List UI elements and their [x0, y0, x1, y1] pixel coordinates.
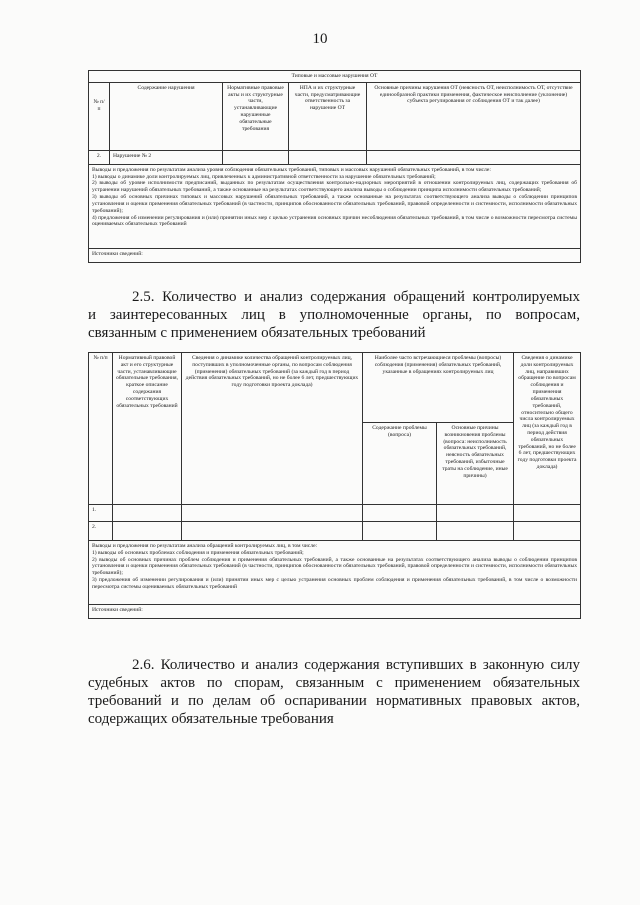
col-header-num: № п/п	[89, 82, 110, 150]
page-number: 10	[312, 31, 328, 47]
row-causes	[367, 150, 581, 164]
col-header-norms: Нормативные правовые акты и их структурные части, устанавливающие нарушенные обязательные требования	[223, 82, 289, 150]
violations-table-title: Типовые и массовые нарушения ОТ	[89, 71, 581, 83]
row-content: Нарушение № 2	[110, 150, 223, 164]
col-header-norms: Нормативный правовой акт и его структурные части, устанавливающие обязательные требования, краткое описание содержания соответствующих обязательных требований	[113, 353, 182, 505]
conclusions-block: Выводы и предложения по результатам анализа обращений контролируемых лиц, в том числе: 1) выводы об основных проблемах соблюдения и применения обязательных требований; 2) выводы об основных причинах проблем соблюдения и применения обязательных требований, а также основанные на результатах соответствующего анализа выводы о соблюдении принципов установления и оценки применения обязательных требований (в частности, принципов обоснованности обязательных требований, правовой определенности и системности, исполнимости обязательных требований); 3) предложения об изменении регулирования и (или) принятии иных мер с целью устранения основных проблем соблюдения и применения обязательных требований, в том числе о возможности пересмотра системы оцениваемых обязательных требований	[89, 541, 581, 605]
row-num: 1.	[89, 505, 113, 522]
conclusions-block: Выводы и предложения по результатам анализа уровня соблюдения обязательных требований, типовых и массовых нарушений обязательных требований, в том числе: 1) выводы о динамике доли контролируемых лиц, привлеченных к административной ответственности за нарушение обязательных требований; 2) выводы об уровне исполнимости предписаний, выданных по результатам осуществления контрольно-надзорных мероприятий в отношении контролируемых лиц, содержащих требования об устранении нарушений обязательных требований, а также основанные на результатах соответствующего анализа выводы о соблюдении принципа исполнимости обязательных требований; 3) выводы об основных причинах типовых и массовых нарушений обязательных требований, а также основанные на результатах соответствующего анализа выводы о соблюдении принципов установления и оценки применения обязательных требований (в частности, принципов обоснованности обязательных требований, правовой определенности и системности, исполнимости обязательных требований); 4) предложения об изменении регулирования и (или) принятии иных мер с целью устранения основных причин несоблюдения обязательных требований, в том числе о возможности пересмотра системы оцениваемых обязательных требований	[89, 164, 581, 248]
section-heading-2-5: 2.5. Количество и анализ содержания обращений контролируемых и заинтересованных лиц в уполномоченные органы, по вопросам, связанным с применением обязательных требований	[88, 289, 580, 341]
col-header-frequent: Наиболее часто встречающиеся проблемы (вопросы) соблюдения (применения) обязательных требований, указанные в обращениях контролируемых лиц	[363, 353, 514, 423]
sources-row: Источники сведений:	[89, 248, 581, 262]
sources-row: Источники сведений:	[89, 605, 581, 619]
row-norms	[223, 150, 289, 164]
table-row	[89, 505, 581, 522]
col-header-num: № п/п	[89, 353, 113, 505]
section-heading-2-6: 2.6. Количество и анализ содержания вступивших в законную силу судебных актов по спорам, связанным с применением обязательных требований и по делам об оспаривании нормативных правовых актов, содержащих обязательные требования	[88, 657, 580, 727]
col-header-npa: НПА и их структурные части, предусматривающие ответственность за нарушение ОТ	[289, 82, 367, 150]
appeals-table	[88, 352, 581, 619]
row-npa	[289, 150, 367, 164]
violations-table	[88, 70, 581, 263]
col-header-share: Сведения о динамике доли контролируемых лиц, направивших обращение по вопросам соблюдения и применения обязательных требований, относительно общего числа контролируемых лиц (за каждый год в период действия обязательных требований, но не более 6 лет, предшествующих году подготовки проекта доклада)	[514, 353, 581, 505]
col-header-causes: Основные причины нарушения ОТ (неясность ОТ, неисполнимость ОТ, отсутствие единообразной практики применения, фактическое неисполнение (уклонение) субъекта регулирования от соблюдения ОТ и так далее)	[367, 82, 581, 150]
row-num: 2.	[89, 522, 113, 541]
row-num: 2.	[89, 150, 110, 164]
col-header-content: Содержание нарушения	[110, 82, 223, 150]
col-header-problem-content: Содержание проблемы (вопроса)	[363, 423, 437, 505]
col-header-problem-causes: Основные причины возникновения проблемы (вопроса: неисполнимость обязательных требований, неясность обязательных требований, избыточные траты на соблюдение, иные причины)	[437, 423, 514, 505]
col-header-dynamics: Сведения о динамике количества обращений контролируемых лиц, поступивших в уполномоченные органы, по вопросам соблюдения (применения) обязательных требований (за каждый год в период действия обязательных требований, но не более 6 лет, предшествующих году подготовки проекта доклада)	[182, 353, 363, 505]
table-row	[89, 522, 581, 541]
table-row	[89, 150, 581, 164]
